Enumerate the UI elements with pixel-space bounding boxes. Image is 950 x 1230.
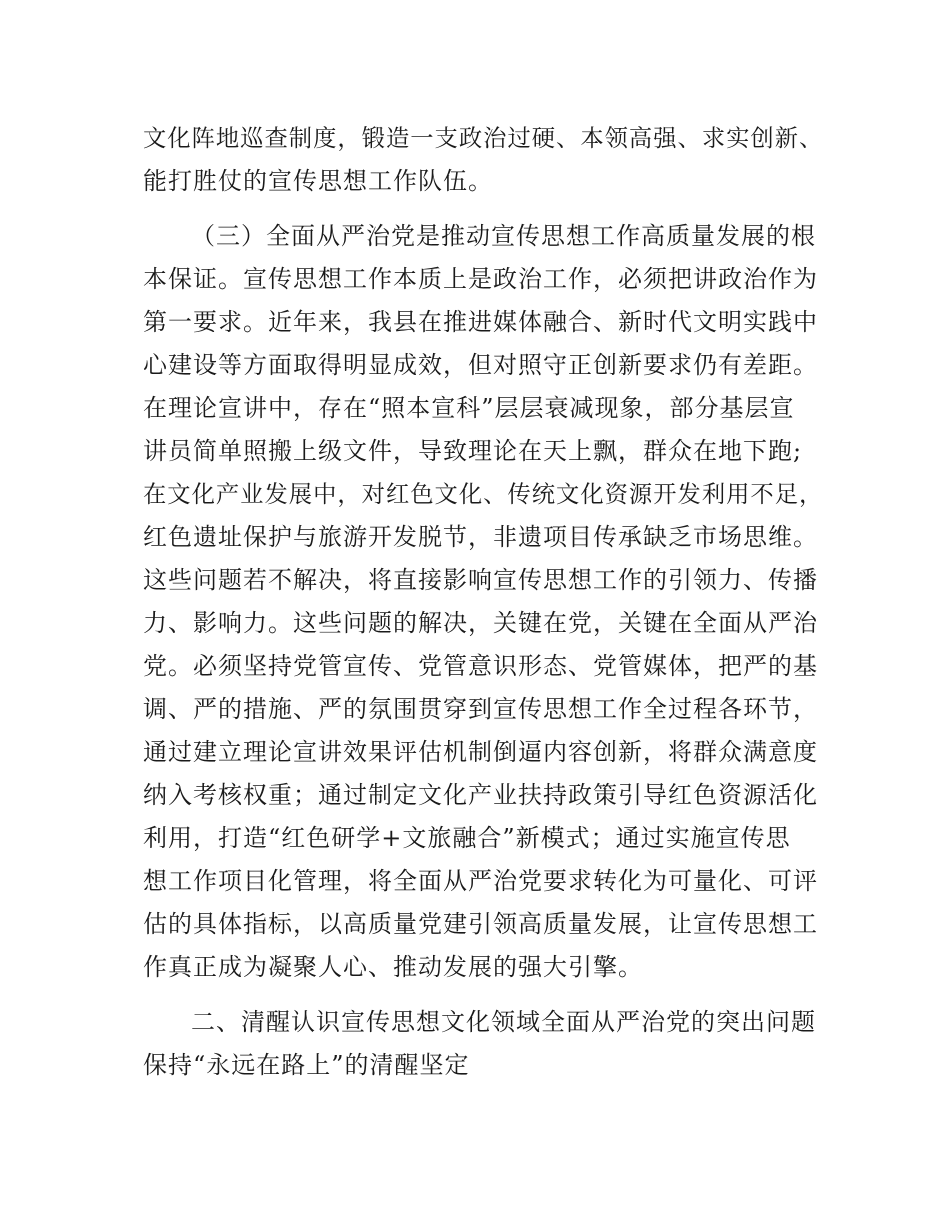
text-line: 力、影响力。这些问题的解决，关键在党，关键在全面从严治: [143, 609, 818, 637]
text-line: 在理论宣讲中，存在“照本宣科”层层衰减现象，部分基层宣: [143, 394, 795, 422]
text-line: 文化阵地巡查制度，锻造一支政治过硬、本领高强、求实创新、: [143, 125, 824, 152]
text-line: 红色遗址保护与旅游开发脱节，非遗项目传承缺乏市场思维。: [143, 523, 818, 551]
text-line: 想工作项目化管理，将全面从严治党要求转化为可量化、可评: [143, 867, 818, 895]
text-line: 利用，打造“红色研学+文旅融合”新模式；通过实施宣传思: [143, 824, 791, 852]
text-line: 本保证。宣传思想工作本质上是政治工作，必须把讲政治作为: [143, 265, 818, 293]
text-line: 讲员简单照搬上级文件，导致理论在天上飘，群众在地下跑;: [143, 437, 803, 465]
text-line: 纳入考核权重；通过制定文化产业扶持政策引导红色资源活化: [143, 781, 818, 809]
text-line: 作真正成为凝聚人心、推动发展的强大引擎。: [143, 953, 643, 981]
text-line: （三）全面从严治党是推动宣传思想工作高质量发展的根: [191, 222, 816, 250]
section-heading-two: [143, 1001, 823, 1087]
paragraph-continuation: [143, 117, 823, 203]
text-line: 二、清醒认识宣传思想文化领域全面从严治党的突出问题: [191, 1008, 816, 1036]
text-line: 心建设等方面取得明显成效，但对照守正创新要求仍有差距。: [143, 351, 818, 379]
text-line: 在文化产业发展中，对红色文化、传统文化资源开发利用不足，: [143, 481, 824, 508]
text-line: 估的具体指标，以高质量党建引领高质量发展，让宣传思想工: [143, 910, 818, 938]
text-line: 党。必须坚持党管宣传、党管意识形态、党管媒体，把严的基: [143, 652, 818, 680]
text-line: 这些问题若不解决，将直接影响宣传思想工作的引领力、传播: [143, 566, 818, 594]
text-line: 调、严的措施、严的氛围贯穿到宣传思想工作全过程各环节，: [143, 695, 818, 723]
text-line: 保持“永远在路上”的清醒坚定: [143, 1051, 470, 1079]
paragraph-section-three: [143, 215, 823, 989]
text-line: 通过建立理论宣讲效果评估机制倒逼内容创新，将群众满意度: [143, 738, 818, 766]
text-line: 能打胜仗的宣传思想工作队伍。: [143, 167, 493, 195]
text-line: 第一要求。近年来，我县在推进媒体融合、新时代文明实践中: [143, 308, 818, 336]
